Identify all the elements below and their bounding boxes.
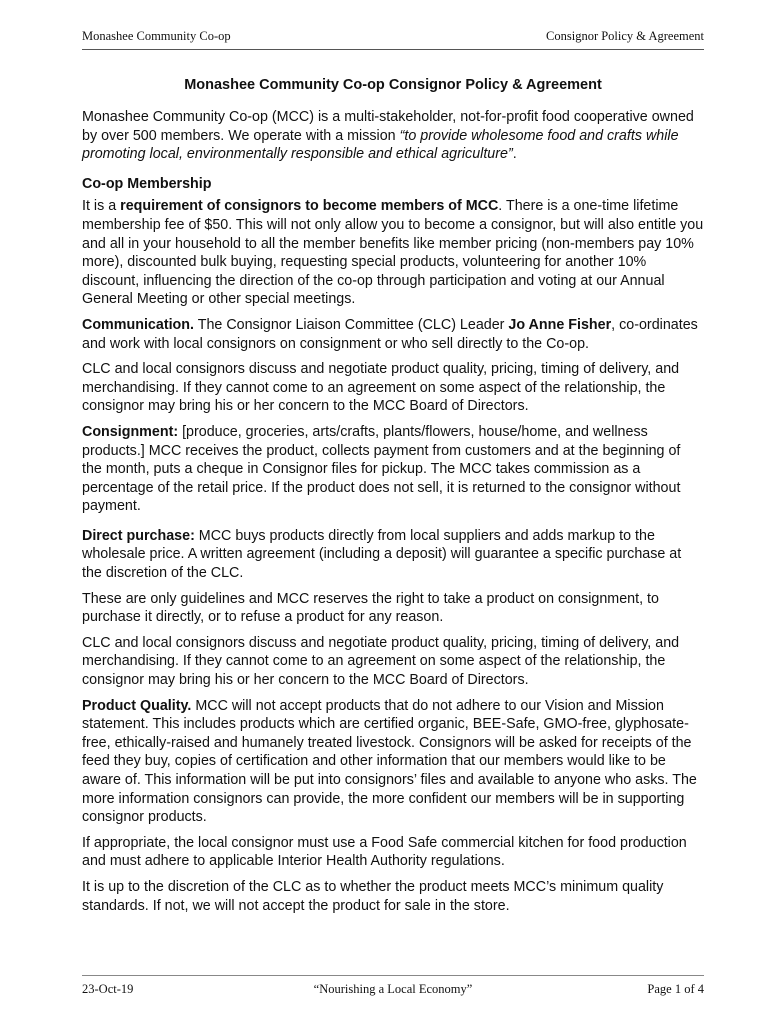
communication-paragraph [82, 316, 704, 353]
communication-text-2: , co-ordinates and work with local consignors on consignment or who sell directly to the Co-op. [82, 316, 698, 352]
mission-quote: “to provide wholesome food and crafts while promoting local, environmentally responsible and ethical agriculture” [82, 127, 679, 163]
direct-purchase-label: Direct purchase: [82, 527, 195, 544]
guidelines-paragraph: These are only guidelines and MCC reserves the right to take a product on consignment, to purchase it directly, or to refuse a product for any reason. [82, 590, 659, 626]
communication-text-1: The Consignor Liaison Committee (CLC) Leader [194, 316, 509, 333]
consignment-label: Consignment: [82, 423, 179, 440]
consignment-text: [produce, groceries, arts/crafts, plants/flowers, house/home, and wellness products.] MCC receives the product, collects payment from customers and at the beginning of the month, puts a cheque in Consignor files for pickup. The MCC takes commission as a percentage of the retail price. If the product does not sell, it is returned to the consignor without payment. [82, 423, 681, 515]
product-quality-text: MCC will not accept products that do not adhere to our Vision and Mission statement. This includes products which are certified organic, BEE-Safe, GMO-free, glyphosate-free, ethically-raised and humanely treated livestock. Consignors will be asked for receipts of the feed they buy, copies of certification and other information that our members would like to be aware of. This information will be put into consignors’ files and available to anyone who asks. The more information consignors can provide, the more confident our members will be in supporting consignor products. [82, 697, 697, 826]
footer-page-number: Page 1 of 4 [647, 982, 704, 996]
intro-text: Monashee Community Co-op (MCC) is a multi-stakeholder, not-for-profit food cooperative owned by over 500 members. We operate with a mission [82, 109, 694, 144]
clc-leader-name: Jo Anne Fisher [508, 316, 612, 333]
footer-slogan: “Nourishing a Local Economy” [313, 982, 473, 996]
membership-requirement: requirement of consignors to become members of MCC [120, 198, 499, 215]
communication-label: Communication. [82, 316, 194, 333]
header-doc-name: Consignor Policy & Agreement [546, 29, 704, 43]
header-org-name: Monashee Community Co-op [82, 29, 231, 43]
document-title: Monashee Community Co-op Consignor Policy & Agreement [184, 77, 602, 93]
intro-end: . [512, 146, 517, 163]
membership-heading: Co-op Membership [82, 175, 212, 192]
page-header [82, 29, 704, 50]
direct-purchase-text: MCC buys products directly from local suppliers and adds markup to the wholesale price. A written agreement (including a deposit) will guarantee a specific purchase at the discretion of the CLC. [82, 527, 682, 582]
product-quality-paragraph [82, 697, 704, 827]
document-body [82, 108, 704, 922]
intro-paragraph [82, 108, 704, 164]
discretion-paragraph: It is up to the discretion of the CLC as to whether the product meets MCC’s minimum quality standards. If not, we will not accept the product for sale in the store. [82, 878, 664, 914]
clc-negotiation-paragraph: CLC and local consignors discuss and negotiate product quality, pricing, timing of delivery, and merchandising. If they cannot come to an agreement on some aspect of the relationship, the consignor may bring his or her concern to the MCC Board of Directors. [82, 361, 680, 415]
consignment-paragraph [82, 423, 704, 516]
membership-rest: . There is a one-time lifetime membership fee of $50. This will not only allow you to become a consignor, but will also entitle you and all in your household to all the member benefits like member pricing (non-members pay 10% more), discounted bulk buying, requesting special products, volunteering for another 10% discount, influencing the direction of the co-op through participation and voting at our Annual General Meeting or other special meetings. [82, 198, 704, 308]
clc-negotiation-paragraph-repeat: CLC and local consignors discuss and negotiate product quality, pricing, timing of delivery, and merchandising. If they cannot come to an agreement on some aspect of the relationship, the consignor may bring his or her concern to the MCC Board of Directors. [82, 634, 680, 689]
page-footer [82, 975, 704, 1001]
direct-purchase-paragraph [82, 527, 704, 583]
membership-lead: It is a [82, 198, 121, 215]
footer-date: 23-Oct-19 [82, 982, 134, 996]
product-quality-label: Product Quality. [82, 697, 192, 714]
membership-paragraph [82, 197, 704, 309]
food-safe-paragraph: If appropriate, the local consignor must use a Food Safe commercial kitchen for food production and must adhere to applicable Interior Health Authority regulations. [82, 834, 687, 870]
